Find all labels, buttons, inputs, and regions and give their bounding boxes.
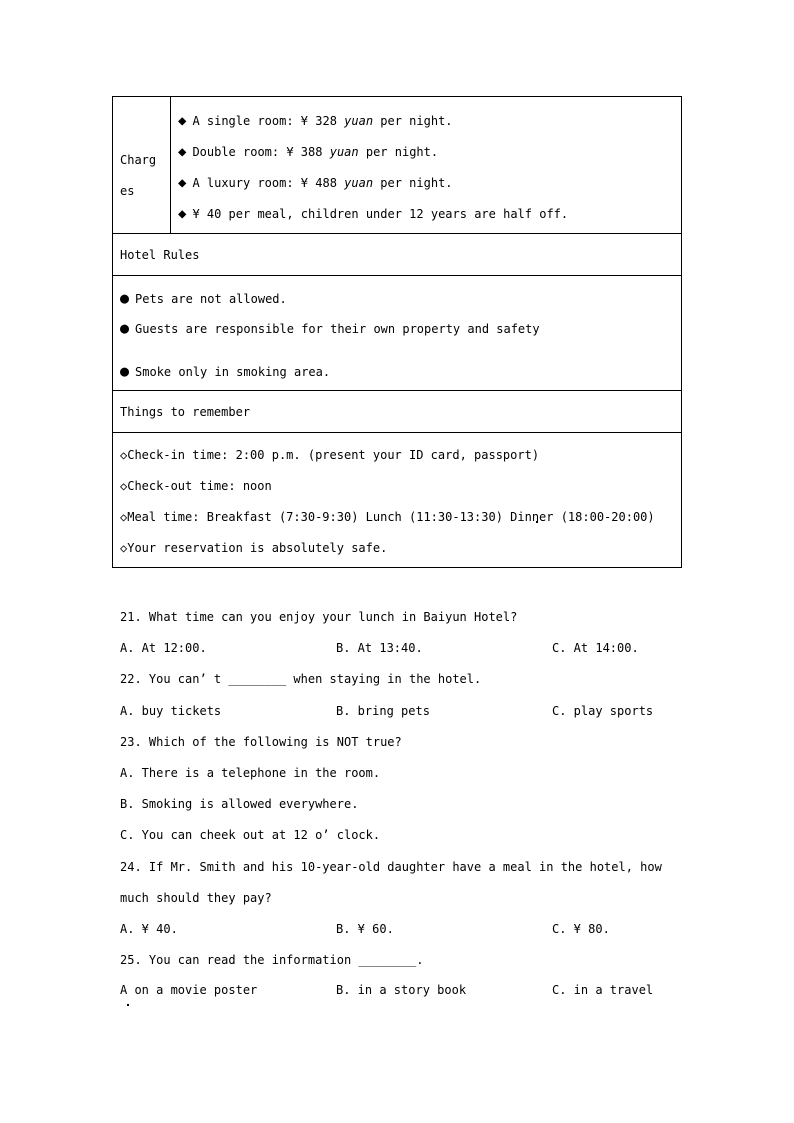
diamond-bullet-icon: ◆ [178,175,187,191]
rule-text: Guests are responsible for their own property and safety [135,322,540,336]
rule-item [120,313,681,343]
diamond-bullet-icon: ◆ [178,206,187,222]
remember-list [113,432,681,567]
charges-row [113,97,681,233]
remember-text: Meal time: Breakfast (7:30-9:30) Lunch (11:30-13:30) Dinner (18:00-20:00) [127,510,655,524]
diamond-bullet-icon: ◆ [178,113,187,129]
stray-dot [127,1004,129,1006]
q22-option-c[interactable]: C. play sports [552,704,654,718]
circle-bullet-icon: ● [120,362,130,380]
hotel-rules-list [113,275,681,390]
remember-text: Check-in time: 2:00 p.m. (present your ID card, passport) [127,448,540,462]
remember-item [120,440,681,471]
hotel-info-table [112,96,682,568]
diamond-bullet-icon: ◆ [178,144,187,160]
q23-option-b[interactable]: B. Smoking is allowed everywhere. [120,797,359,811]
rule-item [120,283,681,313]
charge-unit: yuan [344,114,374,128]
rule-text: Pets are not allowed. [135,292,287,306]
q24-option-c[interactable]: C. ¥ 80. [552,922,610,936]
circle-bullet-icon: ● [120,319,130,337]
charge-text-post: per night. [373,114,453,128]
charge-text: ¥ 40 per meal, children under 12 years are half off. [192,207,569,221]
charges-label-part2: es [120,184,135,198]
charge-text: A single room: ¥ 328 [192,114,345,128]
charge-item [178,137,568,168]
question-24-line1: 24. If Mr. Smith and his 10-year-old daughter have a meal in the hotel, how [120,860,662,874]
remember-text: Check-out time: noon [127,479,272,493]
q25-option-b[interactable]: B. in a story book [336,983,467,997]
q21-option-b[interactable]: B. At 13:40. [336,641,423,655]
q21-option-c[interactable]: C. At 14:00. [552,641,639,655]
hollow-diamond-icon: ◇ [120,510,128,524]
rule-text: Smoke only in smoking area. [135,365,331,379]
remember-item [120,502,681,533]
charge-item [178,168,568,199]
q23-option-a[interactable]: A. There is a telephone in the room. [120,766,381,780]
hollow-diamond-icon: ◇ [120,479,128,493]
question-24-line2: much should they pay? [120,891,272,905]
question-22: 22. You can’ t ________ when staying in the hotel. [120,672,482,686]
q22-option-b[interactable]: B. bring pets [336,704,430,718]
charge-text: Double room: ¥ 388 [192,145,330,159]
question-23: 23. Which of the following is NOT true? [120,735,402,749]
q21-option-a[interactable]: A. At 12:00. [120,641,207,655]
q22-option-a[interactable]: A. buy tickets [120,704,222,718]
hollow-diamond-icon: ◇ [120,541,128,555]
q23-option-c[interactable]: C. You can cheek out at 12 o’ clock. [120,828,381,842]
question-25: 25. You can read the information ________. [120,953,424,967]
charge-text-post: per night. [373,176,453,190]
question-21: 21. What time can you enjoy your lunch in Baiyun Hotel? [120,610,518,624]
circle-bullet-icon: ● [120,289,130,307]
hotel-rules-header: Hotel Rules [113,233,681,275]
q25-option-a[interactable]: A on a movie poster [120,983,258,997]
rule-item [120,356,681,386]
charge-unit: yuan [329,145,359,159]
charge-unit: yuan [344,176,374,190]
charge-item [178,199,568,230]
remember-item [120,533,681,564]
charges-label [113,97,171,233]
charge-text: A luxury room: ¥ 488 [192,176,345,190]
q25-option-c[interactable]: C. in a travel [552,983,654,997]
remember-header: Things to remember [113,390,681,432]
charges-label-part1: Charg [120,153,157,167]
q24-option-a[interactable]: A. ¥ 40. [120,922,178,936]
remember-item [120,471,681,502]
charge-text-post: per night. [358,145,439,159]
q24-option-b[interactable]: B. ¥ 60. [336,922,394,936]
hollow-diamond-icon: ◇ [120,448,128,462]
charge-item [178,106,568,137]
remember-text: Your reservation is absolutely safe. [127,541,388,555]
